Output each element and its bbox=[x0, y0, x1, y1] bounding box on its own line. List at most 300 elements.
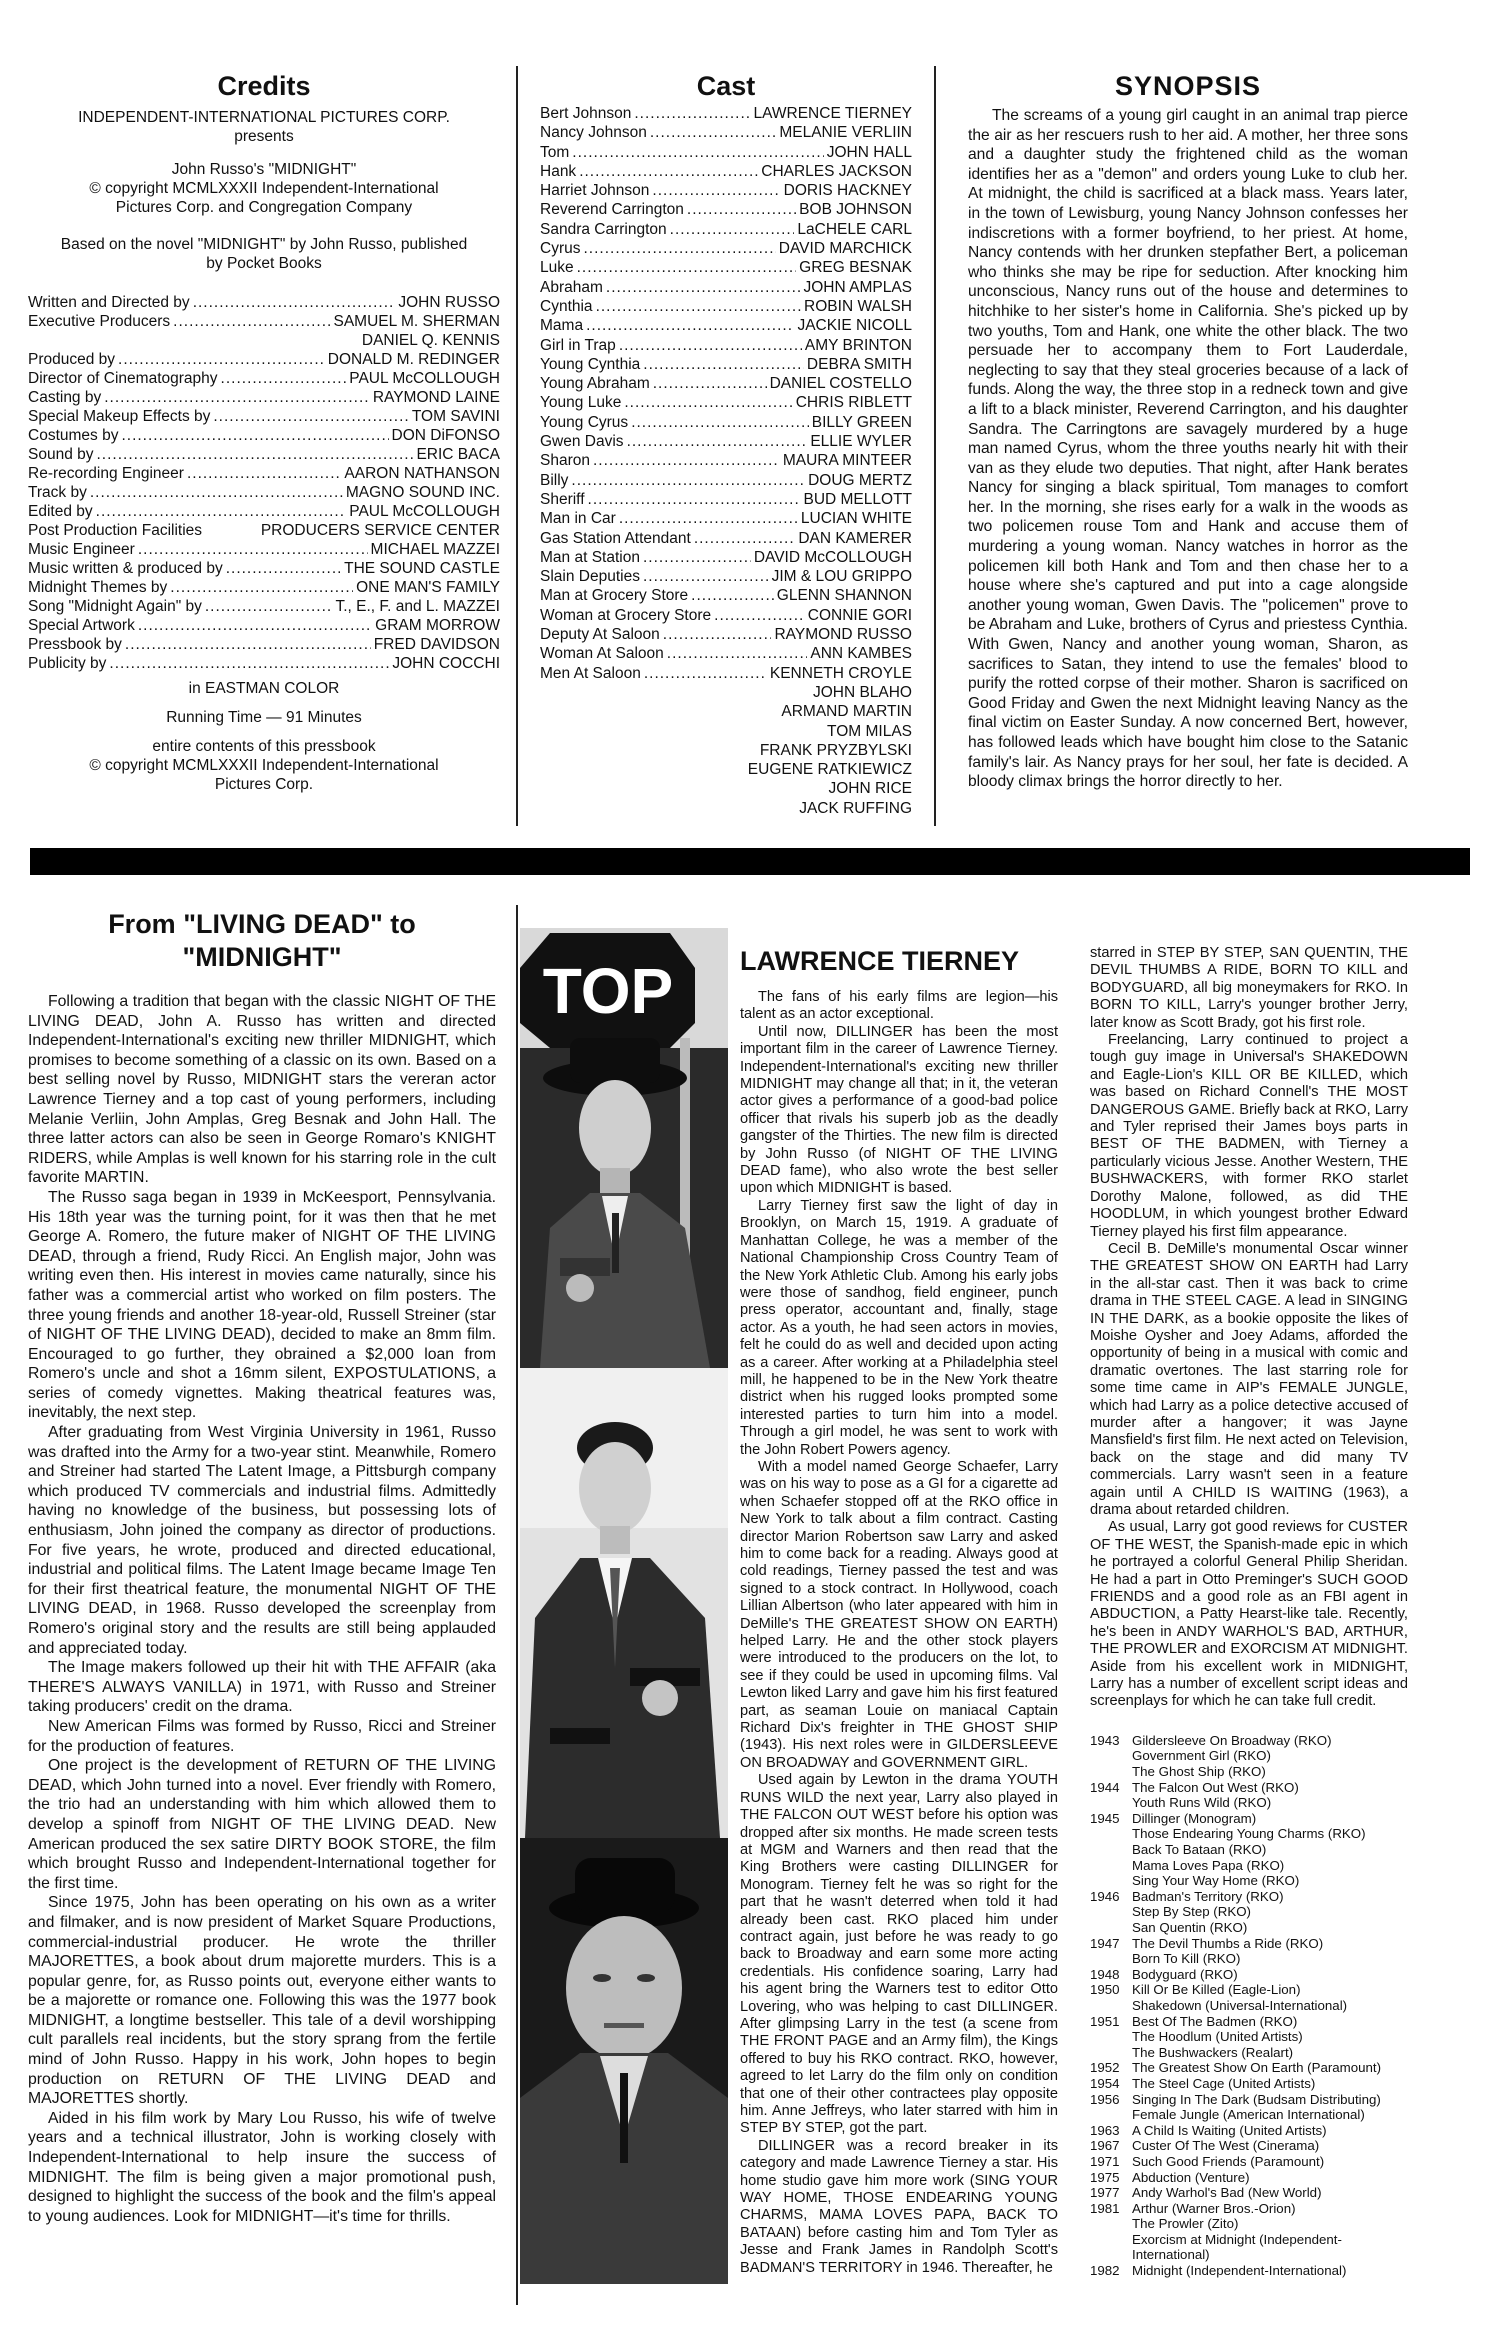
credits-film-line: Pictures Corp. and Congregation Company bbox=[115, 199, 413, 216]
filmography-year bbox=[1090, 1795, 1132, 1811]
cast-role: Bert Johnson bbox=[540, 105, 632, 122]
credit-leader-dots bbox=[90, 483, 343, 502]
credit-leader-dots bbox=[173, 312, 330, 331]
photo-tierney-portrait bbox=[520, 1838, 728, 2284]
credits-title: Credits bbox=[217, 71, 311, 101]
credit-label: Post Production Facilities bbox=[28, 522, 203, 539]
cast-actor: LAWRENCE TIERNEY bbox=[753, 105, 912, 122]
credits-color: in EASTMAN COLOR bbox=[188, 680, 340, 697]
cast-row bbox=[540, 548, 912, 567]
cast-row bbox=[540, 374, 912, 393]
cast-leader-dots bbox=[691, 586, 774, 605]
credit-value: PAUL McCOLLOUGH bbox=[349, 370, 500, 387]
filmography-row bbox=[1090, 2138, 1408, 2154]
credit-value: T., E., F. and L. MAZZEI bbox=[335, 598, 500, 615]
filmography-title: Youth Runs Wild (RKO) bbox=[1132, 1795, 1272, 1811]
credit-value: ONE MAN'S FAMILY bbox=[356, 579, 500, 596]
filmography-title: Sing Your Way Home (RKO) bbox=[1132, 1873, 1300, 1889]
credit-row bbox=[28, 293, 500, 312]
filmography-title: Singing In The Dark (Budsam Distributing) bbox=[1132, 2091, 1381, 2107]
credit-row bbox=[28, 464, 500, 483]
cast-leader-dots bbox=[714, 606, 805, 625]
filmography-year: 1944 bbox=[1090, 1779, 1120, 1795]
filmography-title: Arthur (Warner Bros.-Orion) bbox=[1132, 2200, 1296, 2216]
filmography-title: Badman's Territory (RKO) bbox=[1132, 1888, 1284, 1904]
filmography-year bbox=[1090, 2029, 1132, 2045]
cast-role: Reverend Carrington bbox=[540, 201, 684, 219]
credit-row bbox=[28, 388, 500, 407]
cast-actor: ANN KAMBES bbox=[810, 645, 912, 663]
tierney-paragraph: Freelancing, Larry continued to project a tough guy image in Universal's SHAKEDOWN and Eagle-Lion's KILL OR BE KILLED, which was based on Richard Connell's THE MOST DANGEROUS GAME. Briefly back at RKO, Larry and Tyler reprised their James boys parts in BEST OF THE BADMEN, with Tierney a particularly vicious Jesse. Another Western, THE BUSHWACKERS, with former RKO starlet Dorothy Malone, followed, as did THE HOODLUM, in which youngest brother Edward Tierney played his first film appearance. bbox=[1090, 1032, 1408, 1240]
filmography-year bbox=[1090, 1826, 1132, 1842]
cast-actor: JACKIE NICOLL bbox=[797, 317, 912, 335]
cast-leader-dots bbox=[586, 316, 794, 335]
cast-list bbox=[540, 104, 912, 683]
cast-role: Cynthia bbox=[540, 297, 593, 315]
credits-list bbox=[28, 293, 500, 673]
cast-role: Nancy Johnson bbox=[540, 124, 647, 142]
cast-actor: DAN KAMERER bbox=[798, 529, 912, 547]
credit-row bbox=[28, 521, 500, 540]
credit-leader-dots bbox=[121, 426, 388, 445]
credit-leader-dots bbox=[104, 388, 370, 407]
cast-role: Man in Car bbox=[540, 510, 616, 528]
cast-actor: ROBIN WALSH bbox=[804, 297, 912, 315]
credit-value: AARON NATHANSON bbox=[344, 465, 500, 482]
tierney-paragraph: Larry Tierney first saw the light of day in Brooklyn, on March 15, 1919. A graduate of Manhattan College, he was a member of the National Championship Cross Country Team of the New York Athletic Club. Among his early jobs were those of sandhog, field engineer, punch press operator, accountant and, finally, stage actor. As a youth, he had seen actors in movies, felt he could do as well and decided upon acting as a career. After working at a Philadelphia steel mill, he happened to be in the New York theatre district when his rugged looks prompted some interested parties to turn him into a model. Through a girl model, he was sent to work with the John Robert Powers agency. bbox=[740, 1197, 1058, 1458]
cast-leader-dots bbox=[643, 567, 769, 586]
filmography-row bbox=[1090, 2060, 1408, 2076]
photo-strip bbox=[520, 928, 728, 2284]
synopsis-title: SYNOPSIS bbox=[1114, 71, 1262, 101]
cast-actor: DORIS HACKNEY bbox=[783, 182, 912, 200]
credits-film-line: © copyright MCMLXXXII Independent-International bbox=[89, 180, 439, 197]
filmography-year bbox=[1090, 1842, 1132, 1858]
credit-leader-dots bbox=[96, 502, 347, 521]
filmography-title: Back To Bataan (RKO) bbox=[1132, 1842, 1267, 1858]
cast-role: Abraham bbox=[540, 278, 603, 296]
cast-role: Tom bbox=[540, 143, 570, 161]
credit-value: TOM SAVINI bbox=[411, 408, 500, 425]
filmography-row bbox=[1090, 2045, 1408, 2061]
credits-copyright-line: © copyright MCMLXXXII Independent-International bbox=[89, 757, 439, 774]
living-dead-headline: From "LIVING DEAD" to "MIDNIGHT" bbox=[108, 909, 416, 972]
photo-tierney-gun bbox=[520, 1368, 728, 1838]
cast-role: Woman at Grocery Store bbox=[540, 606, 712, 624]
cast-row bbox=[540, 509, 912, 528]
cast-role: Gwen Davis bbox=[540, 433, 624, 451]
credit-row-value: DANIEL Q. KENNIS bbox=[361, 332, 500, 349]
filmography-title: San Quentin (RKO) bbox=[1132, 1920, 1248, 1935]
filmography-year: 1975 bbox=[1090, 2169, 1120, 2185]
cast-row bbox=[540, 625, 912, 644]
cast-title: Cast bbox=[696, 71, 756, 101]
credit-leader-dots bbox=[226, 559, 341, 578]
filmography-year: 1977 bbox=[1090, 2185, 1120, 2201]
filmography-year bbox=[1090, 1951, 1132, 1967]
cast-extra-actor: FRANK PRYZBYLSKI bbox=[759, 741, 912, 759]
tierney-paragraph: The fans of his early films are legion—his talent as an actor exceptional. bbox=[740, 989, 1058, 1023]
filmography-year: 1981 bbox=[1090, 2200, 1120, 2216]
credit-value: DON DiFONSO bbox=[391, 427, 500, 444]
credit-label: Costumes by bbox=[28, 427, 119, 444]
cast-leader-dots bbox=[579, 162, 758, 181]
cast-row bbox=[540, 432, 912, 451]
filmography-year: 1967 bbox=[1090, 2138, 1120, 2154]
cast-leader-dots bbox=[588, 490, 801, 509]
cast-row bbox=[540, 355, 912, 374]
cast-actor: GREG BESNAK bbox=[799, 259, 912, 277]
filmography-row bbox=[1090, 1858, 1408, 1874]
credit-value: MAGNO SOUND INC. bbox=[345, 484, 500, 501]
running-time: Running Time — 91 Minutes bbox=[166, 709, 362, 726]
credits-novel-line: Based on the novel "MIDNIGHT" by John Russo, published bbox=[60, 236, 468, 253]
credit-row bbox=[28, 578, 500, 597]
cast-role: Man at Grocery Store bbox=[540, 587, 689, 605]
cast-row bbox=[540, 393, 912, 412]
filmography-row bbox=[1090, 1873, 1408, 1889]
cast-role: Hank bbox=[540, 162, 577, 180]
filmography-row bbox=[1090, 1998, 1408, 2014]
credit-value: MICHAEL MAZZEI bbox=[370, 541, 500, 558]
filmography-title: Government Girl (RKO) bbox=[1132, 1748, 1271, 1764]
filmography-row bbox=[1090, 1811, 1408, 1827]
section-divider-bar bbox=[30, 848, 1470, 875]
cast-actor: BUD MELLOTT bbox=[803, 490, 912, 508]
filmography-row bbox=[1090, 1920, 1408, 1936]
cast-leader-dots bbox=[643, 355, 804, 374]
cast-leader-dots bbox=[596, 297, 801, 316]
credit-label: Special Makeup Effects by bbox=[28, 408, 211, 425]
filmography-row bbox=[1090, 2185, 1408, 2201]
tierney-body-col2 bbox=[1090, 945, 1408, 1711]
filmography-title: Those Endearing Young Charms (RKO) bbox=[1132, 1826, 1366, 1842]
cast-row bbox=[540, 162, 912, 181]
cast-leader-dots bbox=[663, 625, 772, 644]
credit-label: Written and Directed by bbox=[28, 294, 190, 311]
filmography-year bbox=[1090, 2045, 1132, 2061]
credit-row bbox=[28, 559, 500, 578]
filmography-year: 1946 bbox=[1090, 1888, 1120, 1904]
credits-intro-line: presents bbox=[234, 128, 294, 145]
cast-row bbox=[540, 606, 912, 625]
living-dead-body bbox=[28, 992, 496, 2226]
credit-label: Sound by bbox=[28, 446, 94, 463]
filmography-title: Bodyguard (RKO) bbox=[1132, 1966, 1238, 1982]
cast-leader-dots bbox=[652, 181, 780, 200]
credit-value: PAUL McCOLLOUGH bbox=[349, 503, 500, 520]
filmography-row bbox=[1090, 1826, 1408, 1842]
cast-role: Mama bbox=[540, 317, 584, 335]
cast-row bbox=[540, 490, 912, 509]
tierney-paragraph: Cecil B. DeMille's monumental Oscar winner THE GREATEST SHOW ON EARTH had Larry in the all-star cast. Then it was back to crime drama in THE STEEL CAGE. A lead in SINGING IN THE DARK, as a bookie opposite the likes of Moishe Oysher and Joey Adams, afforded the opportunity of being in a musical with comic and dramatic overtones. The last starring role for some time came in AIP's FEMALE JUNGLE, which had Larry as a police detective accused of murder after a hangover; it was Jayne Mansfield's first film. He next acted on Television, back on the stage and did many TV commercials. Larry wasn't seen in a feature again until A CHILD IS WAITING (1963), a drama about retarded children. bbox=[1090, 1240, 1408, 1518]
cast-role: Woman At Saloon bbox=[540, 645, 664, 663]
filmography-title: Such Good Friends (Paramount) bbox=[1132, 2153, 1325, 2169]
cast-role: Young Abraham bbox=[540, 375, 650, 393]
cast-row bbox=[540, 529, 912, 548]
filmography-title: Midnight (Independent-International) bbox=[1132, 2263, 1347, 2279]
cast-actor: GLENN SHANNON bbox=[776, 587, 912, 605]
filmography-title: Female Jungle (American International) bbox=[1132, 2107, 1365, 2123]
credit-row bbox=[28, 350, 500, 369]
filmography-year bbox=[1090, 1920, 1132, 1936]
filmography-row bbox=[1090, 1733, 1408, 1749]
filmography-year bbox=[1090, 2216, 1132, 2232]
cast-row bbox=[540, 451, 912, 470]
cast-leader-dots bbox=[687, 200, 796, 219]
tierney-paragraph: starred in STEP BY STEP, SAN QUENTIN, THE DEVIL THUMBS A RIDE, BORN TO KILL and BODYGUARD, all big moneymakers for RKO. In BORN TO KILL, Larry's younger brother Jerry, later know as Scott Brady, got his first role. bbox=[1090, 945, 1408, 1031]
cast-actor: LUCIAN WHITE bbox=[800, 510, 912, 528]
cast-leader-dots bbox=[619, 509, 798, 528]
cast-extra-actor: JOHN RICE bbox=[828, 780, 912, 798]
cast-row bbox=[540, 413, 912, 432]
cast-role: Slain Deputies bbox=[540, 568, 640, 586]
cast-actor: AMY BRINTON bbox=[804, 336, 912, 354]
cast-role: Girl in Trap bbox=[540, 336, 616, 354]
living-dead-paragraph: Aided in his film work by Mary Lou Russo, his wife of twelve years and a technical illustrator, John is working closely with Independent-International to help insure the success of MIDNIGHT. The film is being given a major promotional push, designed to highlight the success of the book and the film's appeal to young audiences. Look for MIDNIGHT—it's time for thrills. bbox=[28, 2109, 496, 2225]
synopsis-text: The screams of a young girl caught in an animal trap pierce the air as her rescuers rush to her aid. A mother, her three sons and a daughter study the frightened child as the woman identifies her as a "demon" and orders young Luke to club her. At midnight, the child is sacrificed at a black mass. Years later, in the town of Lewisburg, young Nancy Johnson confesses her indiscretions with a former boyfriend, to her priest. At home, Nancy contends with her drunken stepfather Bert, a policeman who thinks she may be ripe for seduction. After knocking him unconscious, Nancy runs out of the house and determines to hitchhike to her sister's home in California. She's picked up by two youths, Tom and Hank, one white the other black. The two persuade her to accompany them to Fort Lauderdale, neglecting to say that they steal groceries because of a lack of funds. Along the way, the three stop in a redneck town and give a lift to a black minister, Reverend Carrington, and his daughter Sandra. The Carringtons are savagely murdered by a huge man named Cyrus, whom the three youths nearly hit with their van as they elude two deputies. That night, after Hank berates Nancy for singing a black spiritual, Tom manages to comfort her. In the morning, she rises early for a walk in the woods as two policemen rouse Tom and Hank and accuse them of murdering a young woman. Nancy watches in horror as the policemen kill both Hank and Tom and then chase her to a house where she's captured and put into a cage alongside another young woman, Gwen Davis. The "policemen" prove to be Abraham and Luke, brothers of Cyrus and priestess Cynthia. With Gwen, Nancy and another young woman, Sharon, as sacrifices to Satan, they intend to use the females' blood to purify the rotted corpse of their mother. Sharon is sacrificed on Good Friday and Gwen the next Midnight leaving Nancy as the final victim on Easter Sunday. A now concerned Bert, however, has followed leads which have bought him close to the Satanic family's lair. As Nancy prays for her soul, her fate is decided. A bloody climax brings the horror directly to her. bbox=[968, 107, 1408, 791]
column-rule-1 bbox=[516, 66, 518, 826]
cast-role: Man at Station bbox=[540, 548, 640, 566]
synopsis-section bbox=[968, 70, 1408, 792]
cast-role: Men At Saloon bbox=[540, 664, 641, 682]
living-dead-paragraph: New American Films was formed by Russo, Ricci and Streiner for the production of features. bbox=[28, 1717, 496, 1755]
filmography-year: 1947 bbox=[1090, 1935, 1120, 1951]
living-dead-paragraph: The Image makers followed up their hit with THE AFFAIR (aka THERE'S ALWAYS VANILLA) in 1971, with Russo and Streiner taking producers' credit on the drama. bbox=[28, 1659, 496, 1716]
cast-leader-dots bbox=[694, 529, 796, 548]
cast-leader-dots bbox=[619, 336, 802, 355]
cast-actor: ELLIE WYLER bbox=[810, 433, 912, 451]
credits-copyright-line: entire contents of this pressbook bbox=[152, 738, 376, 755]
credits-film-line: John Russo's "MIDNIGHT" bbox=[171, 161, 357, 178]
filmography-year bbox=[1090, 2232, 1132, 2263]
cast-extra-actor: TOM MILAS bbox=[827, 722, 912, 740]
cast-actor: DOUG MERTZ bbox=[808, 471, 912, 489]
living-dead-paragraph: The Russo saga began in 1939 in McKeesport, Pennsylvania. His 18th year was the turning point, for it was then that he met George A. Romero, the future maker of NIGHT OF THE LIVING DEAD, through a friend, Rudy Ricci. An English major, John was writing even then. His interest in movies came naturally, since his father was a commercial artist who worked on film posters. The three young friends and another 18-year-old, Russell Streiner (star of NIGHT OF THE LIVING DEAD), decided to make an 8mm film. Encouraged to go further, they obrained a $2,000 loan from Romero's uncle and shot a 16mm silent, EXPOSTULATIONS, a series of comedy vignettes. Making theatrical features was, inevitably, the next step. bbox=[28, 1188, 496, 1422]
credit-leader-dots bbox=[205, 597, 333, 616]
filmography-title: Step By Step (RKO) bbox=[1132, 1904, 1251, 1920]
tierney-paragraph: As usual, Larry got good reviews for CUSTER OF THE WEST, the Spanish-made epic in which he portrayed a colorful General Philip Sheridan. He had a part in Otto Preminger's SUCH GOOD FRIENDS and a good role as an FBI agent in ABDUCTION, a Patty Hearst-like tale. Recently, he's been in ANDY WARHOL'S BAD, ARTHUR, THE PROWLER and EXORCISM AT MIDNIGHT. Aside from his excellent work in MIDNIGHT, Larry has a number of excellent script ideas and screenplays for which he can take full credit. bbox=[1090, 1519, 1408, 1710]
filmography-year: 1956 bbox=[1090, 2091, 1120, 2107]
column-rule-3 bbox=[516, 905, 518, 2305]
cast-leader-dots bbox=[653, 374, 767, 393]
credit-label: Produced by bbox=[28, 351, 116, 368]
cast-actor: CHARLES JACKSON bbox=[761, 162, 912, 180]
cast-extra-actor: ARMAND MARTIN bbox=[781, 703, 912, 721]
filmography-title: The Bushwackers (Realart) bbox=[1132, 2044, 1294, 2060]
cast-leader-dots bbox=[650, 123, 777, 142]
cast-leader-dots bbox=[634, 104, 750, 123]
cast-role: Young Cyrus bbox=[540, 413, 629, 431]
filmography-year bbox=[1090, 1904, 1132, 1920]
cast-leader-dots bbox=[631, 413, 809, 432]
filmography-title: The Greatest Show On Earth (Paramount) bbox=[1132, 2060, 1382, 2076]
cast-extra-actor: JOHN BLAHO bbox=[812, 683, 912, 701]
credit-label: Track by bbox=[28, 484, 87, 501]
cast-actor: RAYMOND RUSSO bbox=[774, 626, 912, 644]
filmography-row bbox=[1090, 2232, 1408, 2263]
living-dead-article bbox=[28, 908, 496, 2226]
cast-leader-dots bbox=[583, 239, 775, 258]
cast-role: Sharon bbox=[540, 452, 590, 470]
filmography-title: Kill Or Be Killed (Eagle-Lion) bbox=[1132, 1982, 1301, 1998]
living-dead-paragraph: Following a tradition that began with the classic NIGHT OF THE LIVING DEAD, John A. Russo has written and directed Independent-International's exciting new thriller MIDNIGHT, which promises to become something of a classic on its own. Based on a best selling novel by Russo, MIDNIGHT stars the vereran actor Lawrence Tierney and a top cast of young performers, including Melanie Verliin, John Amplas, Greg Besnak and John Hall. The three latter actors can also be seen in George Romaro's KNIGHT RIDERS, while Amplas is well known for his starring role in the cult favorite MARTIN. bbox=[28, 993, 496, 1187]
tierney-article-col2 bbox=[1090, 945, 1408, 2279]
photo-tierney-stop-sign bbox=[520, 928, 728, 1368]
credit-label: Re-recording Engineer bbox=[28, 465, 184, 482]
credit-label: Music written & produced by bbox=[28, 560, 223, 577]
credit-row bbox=[28, 369, 500, 388]
credit-row bbox=[28, 312, 500, 331]
filmography-title: The Prowler (Zito) bbox=[1132, 2216, 1239, 2232]
credit-label: Edited by bbox=[28, 503, 93, 520]
filmography-year bbox=[1090, 1998, 1132, 2014]
credit-value: THE SOUND CASTLE bbox=[344, 560, 500, 577]
cast-row bbox=[540, 336, 912, 355]
cast-row bbox=[540, 200, 912, 219]
cast-section bbox=[540, 70, 912, 818]
filmography-year: 1952 bbox=[1090, 2060, 1120, 2076]
cast-actor: CONNIE GORI bbox=[807, 606, 912, 624]
credit-value: JOHN COCCHI bbox=[392, 655, 500, 672]
filmography-title: A Child Is Waiting (United Artists) bbox=[1132, 2122, 1327, 2138]
cast-role: Sheriff bbox=[540, 490, 585, 508]
filmography-row bbox=[1090, 1748, 1408, 1764]
cast-row bbox=[540, 316, 912, 335]
cast-role: Deputy At Saloon bbox=[540, 626, 660, 644]
cast-actor: LaCHELE CARL bbox=[797, 220, 912, 238]
cast-row bbox=[540, 278, 912, 297]
credit-value: DONALD M. REDINGER bbox=[327, 351, 500, 368]
filmography-title: Andy Warhol's Bad (New World) bbox=[1132, 2185, 1322, 2201]
credit-label: Publicity by bbox=[28, 655, 107, 672]
credits-copyright-line: Pictures Corp. bbox=[214, 776, 314, 793]
cast-row bbox=[540, 239, 912, 258]
filmography-title: Custer Of The West (Cinerama) bbox=[1132, 2138, 1320, 2154]
cast-row bbox=[540, 644, 912, 663]
cast-role: Harriet Johnson bbox=[540, 182, 650, 200]
credit-leader-dots bbox=[118, 350, 325, 369]
filmography-row bbox=[1090, 1764, 1408, 1780]
cast-actor: MELANIE VERLIIN bbox=[779, 124, 912, 142]
credit-label: Director of Cinematography bbox=[28, 370, 218, 387]
column-rule-2 bbox=[934, 66, 936, 826]
filmography-title: Gildersleeve On Broadway (RKO) bbox=[1132, 1732, 1332, 1748]
credit-row bbox=[28, 540, 500, 559]
cast-actor: JOHN HALL bbox=[826, 143, 912, 161]
cast-leader-dots bbox=[624, 393, 792, 412]
credit-label: Song "Midnight Again" by bbox=[28, 598, 202, 615]
credit-value: PRODUCERS SERVICE CENTER bbox=[260, 522, 500, 539]
cast-role: Cyrus bbox=[540, 240, 581, 258]
credit-value: SAMUEL M. SHERMAN bbox=[333, 313, 500, 330]
tierney-paragraph: Until now, DILLINGER has been the most important film in the career of Lawrence Tierney. Independent-International's exciting new thriller MIDNIGHT may change all that; in it, the veteran actor gives a performance of a good-bad police officer that rivals his superb job as the deadly gangster of the Thirties. The new film is directed by John Russo (of NIGHT OF THE LIVING DEAD fame), who also wrote the best seller upon which MIDNIGHT is based. bbox=[740, 1023, 1058, 1197]
tierney-paragraph: With a model named George Schaefer, Larry was on his way to pose as a GI for a cigarette ad when Schaefer stopped off at the RKO office in New York to talk about a film contract. Casting director Marion Robertson saw Larry and asked him to come back for a reading. Always good at cold readings, Tierney passed the test and was signed to a stock contract. In Hollywood, coach Lillian Albertson (who later appeared with him in DeMille's THE GREATEST SHOW ON EARTH) helped Larry. He and the other stock players were introduced to the producers on the lot, to see if they could be used in upcoming films. Val Lewton liked Larry and gave him his first featured part, as seaman Louie on maniacal Captain Richard Dix's freighter in THE GHOST SHIP (1943). His next roles were in GILDERSLEEVE ON BROADWAY and GOVERNMENT GIRL. bbox=[740, 1458, 1058, 1771]
cast-row bbox=[540, 104, 912, 123]
cast-leader-dots bbox=[644, 664, 767, 683]
credit-label: Special Artwork bbox=[28, 617, 135, 634]
cast-row bbox=[540, 123, 912, 142]
credit-leader-dots bbox=[170, 578, 353, 597]
filmography-title: Born To Kill (RKO) bbox=[1132, 1951, 1241, 1967]
tierney-paragraph: Used again by Lewton in the drama YOUTH RUNS WILD the next year, Larry also played in THE FALCON OUT WEST before his option was dropped after six months. He made screen tests at MGM and Warners and then read that the King Brothers were casting DILLINGER for Monogram. Tierney felt he was so right for the part that he wasn't deterred when told it had already been cast. RKO placed him under contract again, just before he was ready to go back to Broadway and earn some more acting credentials. His confidence soaring, Larry had his agent bring the Warners test to editor Otto Lovering, who was helping to cast DILLINGER. After glimpsing Larry in the test (a scene from THE FRONT PAGE and an Army film), the Kings offered to buy his RKO contract. RKO, however, agreed to let Larry do the film only on condition that one of their other contractees play opposite him. Anne Jeffreys, who later starred with him in STEP BY STEP, got the part. bbox=[740, 1772, 1058, 2137]
filmography-year: 1951 bbox=[1090, 2013, 1120, 2029]
cast-extra-actor: EUGENE RATKIEWICZ bbox=[747, 761, 912, 779]
credit-leader-dots bbox=[187, 464, 341, 483]
filmography-title: Abduction (Venture) bbox=[1132, 2169, 1250, 2185]
filmography-title: The Devil Thumbs a Ride (RKO) bbox=[1132, 1935, 1324, 1951]
living-dead-paragraph: One project is the development of RETURN OF THE LIVING DEAD, which John turned into a novel. Ever friendly with Romero, the trio had an understanding with him which allowed them to develop a spinoff from NIGHT OF THE LIVING DEAD. New American produced the sex satire DIRTY BOOK STORE, the film which brought Russo and Independent-International together for the first time. bbox=[28, 1757, 496, 1892]
cast-leader-dots bbox=[572, 143, 823, 162]
credit-leader-dots bbox=[138, 540, 368, 559]
cast-row bbox=[540, 143, 912, 162]
tierney-body-col1 bbox=[740, 989, 1058, 2277]
credit-row bbox=[28, 597, 500, 616]
credit-leader-dots bbox=[109, 654, 389, 673]
credit-value: RAYMOND LAINE bbox=[372, 389, 500, 406]
credits-film-block bbox=[28, 160, 500, 217]
filmography-year bbox=[1090, 2107, 1132, 2123]
credit-row bbox=[28, 407, 500, 426]
cast-row bbox=[540, 220, 912, 239]
stop-sign-text: TOP bbox=[542, 955, 674, 1027]
filmography-title: Mama Loves Papa (RKO) bbox=[1132, 1857, 1285, 1873]
filmography-year: 1950 bbox=[1090, 1982, 1120, 1998]
cast-role: Young Luke bbox=[540, 394, 622, 412]
cast-actor: JOHN AMPLAS bbox=[803, 278, 912, 296]
cast-extra-actor: JACK RUFFING bbox=[799, 799, 912, 817]
credits-intro-line: INDEPENDENT-INTERNATIONAL PICTURES CORP. bbox=[78, 109, 450, 126]
cast-actor: MAURA MINTEER bbox=[782, 452, 912, 470]
cast-leader-dots bbox=[593, 451, 780, 470]
cast-leader-dots bbox=[577, 258, 797, 277]
credits-novel-block bbox=[28, 235, 500, 273]
cast-leader-dots bbox=[627, 432, 808, 451]
filmography-row bbox=[1090, 2216, 1408, 2232]
cast-actor: JIM & LOU GRIPPO bbox=[771, 568, 912, 586]
pressbook-copyright bbox=[28, 737, 500, 794]
cast-actor: BILLY GREEN bbox=[811, 413, 912, 431]
credit-leader-dots bbox=[193, 293, 396, 312]
filmography-year: 1954 bbox=[1090, 2075, 1120, 2091]
filmography-row bbox=[1090, 2092, 1408, 2108]
cast-role: Young Cynthia bbox=[540, 355, 641, 373]
filmography-row bbox=[1090, 1780, 1408, 1796]
tierney-article-col1 bbox=[740, 945, 1058, 2277]
filmography-title: Dillinger (Monogram) bbox=[1132, 1810, 1257, 1826]
credit-value: JOHN RUSSO bbox=[398, 294, 500, 311]
filmography-title: The Falcon Out West (RKO) bbox=[1132, 1779, 1299, 1795]
filmography-row bbox=[1090, 2029, 1408, 2045]
filmography-year bbox=[1090, 1748, 1132, 1764]
credit-row bbox=[28, 483, 500, 502]
cast-actor: DANIEL COSTELLO bbox=[769, 375, 912, 393]
cast-row bbox=[540, 567, 912, 586]
living-dead-paragraph: After graduating from West Virginia University in 1961, Russo was drafted into the Army for a two-year stint. Meanwhile, Romero and Streiner had started The Latent Image, a Pittsburgh company which produced TV commercials and industrial films. Admittedly having no knowledge of the business, but possessing lots of enthusiasm, John joined the company as director of productions. For five years, he wrote, produced and directed educational, industrial and political films. The Latent Image became Image Ten for their first theatrical feature, the monumental NIGHT OF THE LIVING DEAD, in 1968. Russo developed the screenplay from Romero's original story and the results are still being applauded and appreciated today. bbox=[28, 1424, 496, 1657]
filmography-year bbox=[1090, 1764, 1132, 1780]
filmography-row bbox=[1090, 2014, 1408, 2030]
cast-role: Luke bbox=[540, 259, 574, 277]
cast-role: Sandra Carrington bbox=[540, 220, 667, 238]
filmography-row bbox=[1090, 1936, 1408, 1952]
filmography-title: The Ghost Ship (RKO) bbox=[1132, 1764, 1266, 1780]
filmography-year: 1971 bbox=[1090, 2153, 1120, 2169]
credit-label: Music Engineer bbox=[28, 541, 135, 558]
filmography-title: Shakedown (Universal-International) bbox=[1132, 1997, 1348, 2013]
cast-row bbox=[540, 297, 912, 316]
cast-leader-dots bbox=[670, 220, 795, 239]
filmography-row bbox=[1090, 1967, 1408, 1983]
